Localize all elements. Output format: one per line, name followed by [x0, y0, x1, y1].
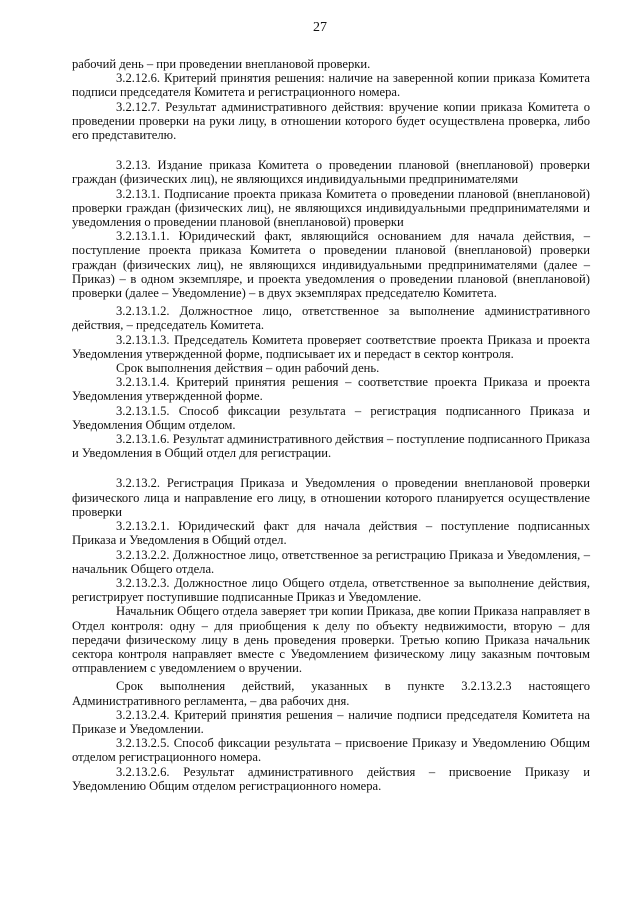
paragraph-3-2-13-1-1: 3.2.13.1.1. Юридический факт, являющийся основанием для начала действия, – поступление проекта приказа Комитета о проведении плановой (внеплановой) проверки граждан (физических лиц), не являющихся индивидуальными предпринимателями (далее – Приказ) – в одном экземпляре, и проекта уведомления о проведении плановой (внеплановой) проверки (далее – Уведомление) – в двух экземплярах председателю Комитета.: [72, 229, 590, 301]
paragraph-3-2-13-1-5: 3.2.13.1.5. Способ фиксации результата – регистрация подписанного Приказа и Уведомления Общим отделом.: [72, 403, 590, 432]
paragraph-3-2-13-1-3: 3.2.13.1.3. Председатель Комитета проверяет соответствие проекта Приказа и проекта Уведомления утвержденной форме, подписывает их и передаст в сектор контроля.: [72, 332, 590, 361]
paragraph-3-2-13-2-5: 3.2.13.2.5. Способ фиксации результата – присвоение Приказу и Уведомлению Общим отделом регистрационного номера.: [72, 736, 590, 765]
paragraph-deadline-2: Срок выполнения действий, указанных в пункте 3.2.13.2.3 настоящего Административного регламента, – два рабочих дня.: [72, 679, 590, 708]
paragraph-copies: Начальник Общего отдела заверяет три копии Приказа, две копии Приказа направляет в Отдел контроля: одну – для приобщения к делу по объекту недвижимости, вторую – для передачи физическому лицу в день проведения проверки. Третью копию Приказа начальник сектора контроля направляет вместе с Уведомлением физическому лицу заказным почтовым отправлением с уведомлением о вручении.: [72, 604, 590, 676]
paragraph-3-2-13-2-4: 3.2.13.2.4. Критерий принятия решения – наличие подписи председателя Комитета на Приказе и Уведомлении.: [72, 707, 590, 736]
paragraph-3-2-13-2-3: 3.2.13.2.3. Должностное лицо Общего отдела, ответственное за выполнение действия, регистрирует поступившие подписанные Приказ и Уведомление.: [72, 575, 590, 605]
paragraph-deadline-1: Срок выполнения действия – один рабочий день.: [116, 361, 380, 376]
paragraph-3-2-13-1: 3.2.13.1. Подписание проекта приказа Комитета о проведении плановой (внеплановой) проверки граждан (физических лиц), не являющихся индивидуальными предпринимателями и уведомления о проведении плановой (внеплановой) проверки: [72, 186, 590, 230]
section-heading-3-2-13: 3.2.13. Издание приказа Комитета о проведении плановой (внеплановой) проверки граждан (физических лиц), не являющихся индивидуальными предпринимателями: [72, 158, 590, 187]
paragraph-3-2-13-1-2: 3.2.13.1.2. Должностное лицо, ответственное за выполнение административного действия, – председатель Комитета.: [72, 304, 590, 333]
paragraph-3-2-13-2-2: 3.2.13.2.2. Должностное лицо, ответственное за регистрацию Приказа и Уведомления, – начальник Общего отдела.: [72, 547, 590, 576]
section-heading-3-2-13-2: 3.2.13.2. Регистрация Приказа и Уведомления о проведении внеплановой проверки физического лица и направление его лицу, в отношении которого планируется осуществление проверки: [72, 476, 590, 519]
paragraph-3-2-13-2-1: 3.2.13.2.1. Юридический факт для начала действия – поступление подписанных Приказа и Уведомления в Общий отдел.: [72, 519, 590, 548]
paragraph-3-2-13-2-6: 3.2.13.2.6. Результат административного действия – присвоение Приказу и Уведомлению Общим отделом регистрационного номера.: [72, 764, 590, 793]
paragraph-3-2-13-1-4: 3.2.13.1.4. Критерий принятия решения – соответствие проекта Приказа и проекта Уведомления утвержденной форме.: [72, 375, 590, 404]
page-number: 27: [313, 20, 327, 35]
paragraph-3-2-12-7: 3.2.12.7. Результат административного действия: вручение копии приказа Комитета о проведении проверки на руки лицу, в отношении которого будет осуществлена проверка, либо его представителю.: [72, 99, 590, 143]
document-body: [72, 57, 590, 793]
paragraph-3-2-12-6: 3.2.12.6. Критерий принятия решения: наличие на заверенной копии приказа Комитета подписи председателя Комитета и регистрационного номера.: [72, 71, 590, 100]
paragraph-3-2-13-1-6: 3.2.13.1.6. Результат административного действия – поступление подписанного Приказа и Уведомления в Общий отдел для регистрации.: [72, 432, 590, 461]
paragraph-continuation: рабочий день – при проведении внеплановой проверки.: [72, 57, 371, 71]
